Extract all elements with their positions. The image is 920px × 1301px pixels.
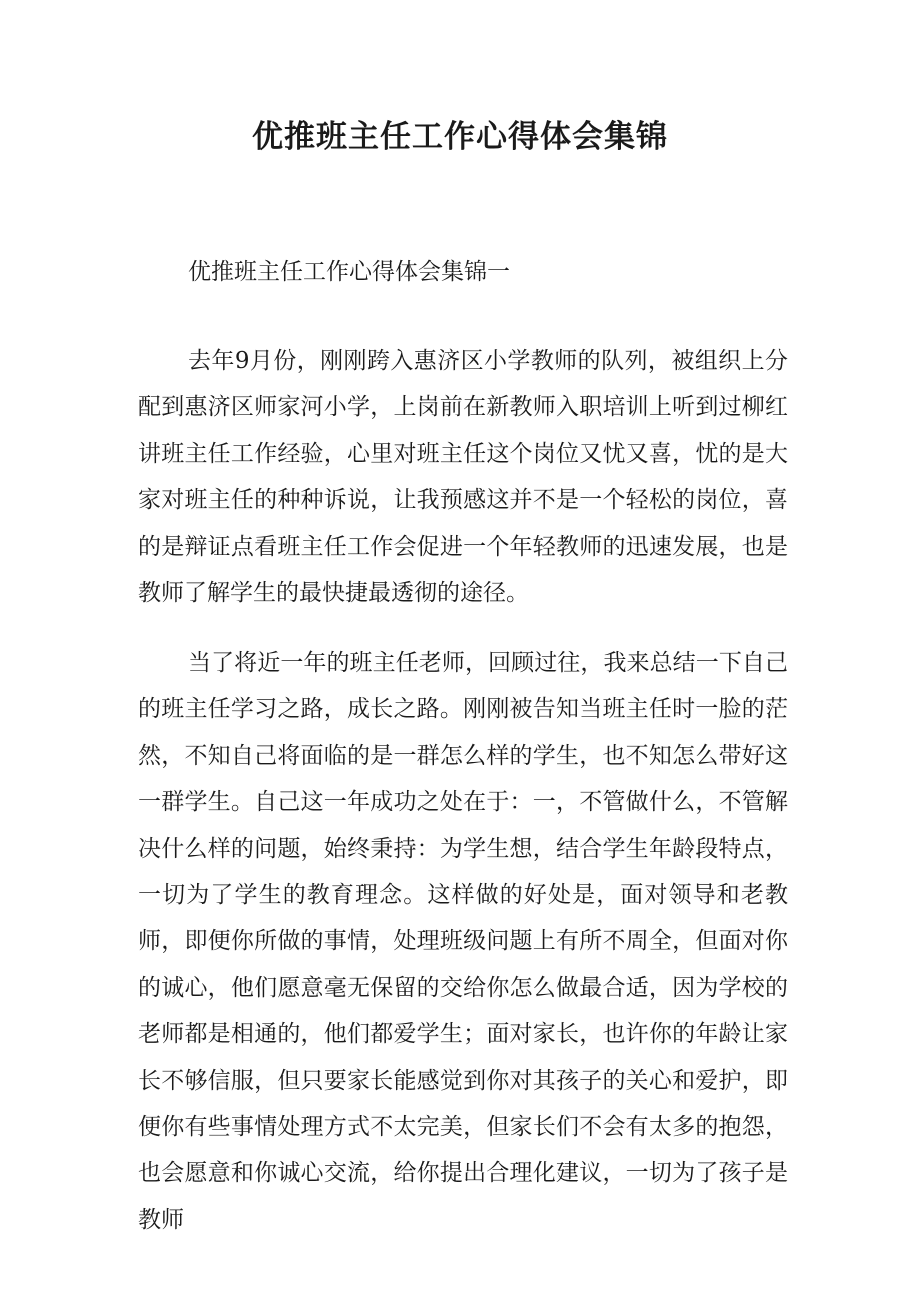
body-paragraph-2: 当了将近一年的班主任老师，回顾过往，我来总结一下自己的班主任学习之路，成长之路。刚刚被告知当班主任时一脸的茫然，不知自己将面临的是一群怎么样的学生，也不知怎么带好这一群学生。自己这一年成功之处在于：一，不管做什么，不管解决什么样的问题，始终秉持：为学生想，结合学生年龄段特点，一切为了学生的教育理念。这样做的好处是，面对领导和老教师，即便你所做的事情，处理班级问题上有所不周全，但面对你的诚心，他们愿意毫无保留的交给你怎么做最合适，因为学校的老师都是相通的，他们都爱学生；面对家长，也许你的年龄让家长不够信服，但只要家长能感觉到你对其孩子的关心和爱护，即便你有些事情处理方式不太完美，但家长们不会有太多的抱怨，也会愿意和你诚心交流，给你提出合理化建议，一切为了孩子是教师: [138, 650, 788, 1233]
body-paragraph-1: 去年9月份，刚刚跨入惠济区小学教师的队列，被组织上分配到惠济区师家河小学，上岗前在新教师入职培训上听到过柳红讲班主任工作经验，心里对班主任这个岗位又忧又喜，忧的是大家对班主任的种种诉说，让我预感这并不是一个轻松的岗位，喜的是辩证点看班主任工作会促进一个年轻教师的迅速发展，也是教师了解学生的最快捷最透彻的途径。: [138, 348, 788, 607]
section-heading: 优推班主任工作心得体会集锦一: [188, 259, 510, 285]
document-title: 优推班主任工作心得体会集锦: [252, 119, 668, 155]
